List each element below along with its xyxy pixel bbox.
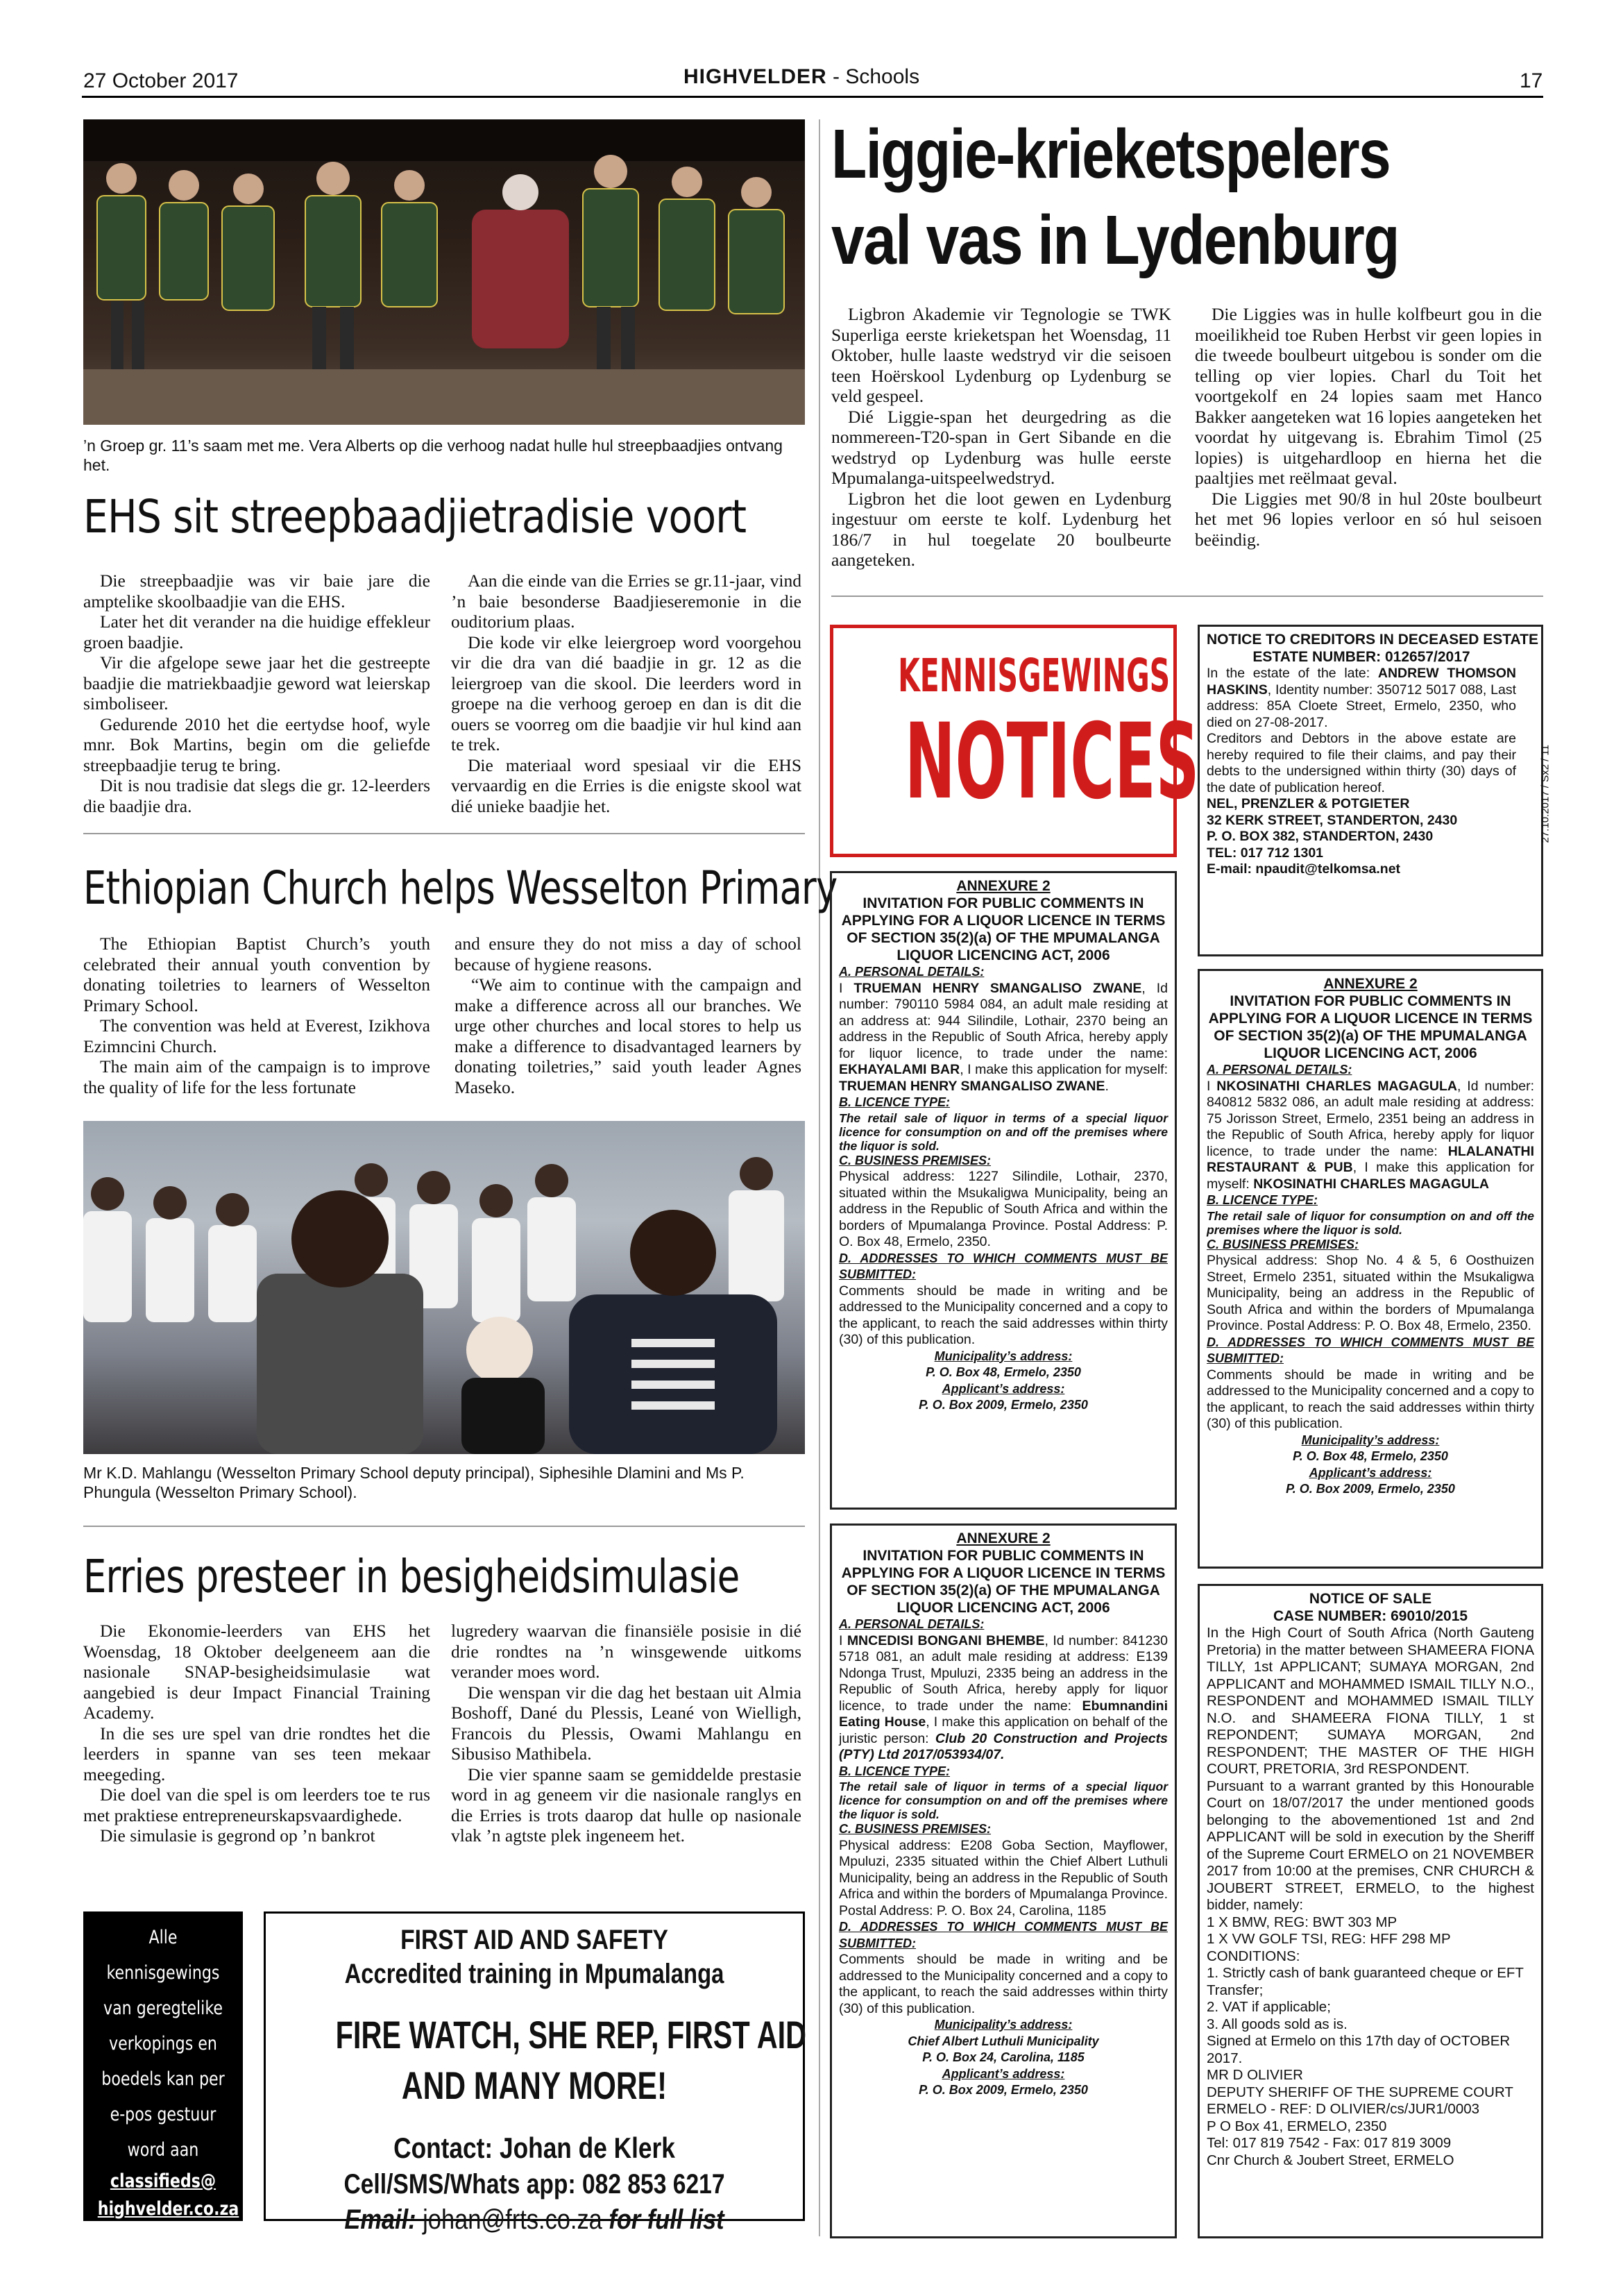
ad-line: van geregtelike [103,1998,223,2019]
page-number: 17 [1520,69,1543,92]
liggie-headline-1: Liggie-krieketspelers [831,115,1391,193]
ehs-para: Vir die afgelope sewe jaar het die gestreepte baadjie die matriekbaadjie geword wat leierskap simboliseer. [83,652,430,714]
liggie-para: Ligbron het die loot gewen en Lydenburg ingestuur om eerste te kolf. Lydenburg het 186/7 in hul toegelate 20 boulbeurte aangeteken. [831,488,1171,570]
erries-col-1 [83,1621,430,1846]
ethiopian-headline: Ethiopian Church helps Wesselton Primary [83,861,838,915]
ehs-photo [83,119,805,425]
ehs-para: Dit is nou tradisie dat slegs die gr. 12-leerders die baadjie dra. [83,775,430,816]
notices-banner-top: KENNISGEWINGS [898,649,1171,702]
ethiopian-para: The main aim of the campaign is to improve the quality of life for the less fortunate [83,1056,430,1097]
first-aid-big-2: AND MANY MORE! [401,2063,668,2107]
ethiopian-para: and ensure they do not miss a day of school because of hygiene reasons. [454,934,801,974]
classifieds-ad [83,1911,243,2221]
ehs-para: Gedurende 2010 het die eertydse hoof, wyle mnr. Bok Martins, begin om die geliefde streepbaadjie terug te bring. [83,714,430,775]
liggie-para: Die Liggies met 90/8 in hul 20ste boulbeurt het met 96 lopies verloor en só hul seisoen beëindig. [1195,488,1542,550]
ehs-para: Die kode vir elke leiergroep word voorgehou vir die dra van dié baadjie in gr. 12 as die leiergroep van die skool. Die leerders word in groepe na die verhoog geroep en dan is dit die ouers se voorreg om die baadjie vir hul kind aan te trek. [451,632,801,754]
creditors-notice: NOTICE TO CREDITORS IN DECEASED ESTATE ESTATE NUMBER: 012657/2017 In the estate of the late: ANDREW THOMSON HASKINS, Identity number: 350712 5017 088, Last address: 85A Cloete Street, Ermelo, 2350, who died on 27-08-2017. Creditors and Debtors in the above estate are hereby required to file their claims, and pay their debts to the undersigned within thirty (30) days of the date of publication hereof. NEL, PRENZLER & POTGIETER 32 KERK STREET, STANDERTON, 2430 P. O. BOX 382, STANDERTON, 2430 TEL: 017 712 1301 E-mail: npaudit@telkomsa.net 27.10.2017 / Sx2 / 11 [1198,625,1543,956]
liggie-col-1 [831,304,1171,571]
issue-date: 27 October 2017 [83,69,239,92]
liquor-notice-3: ANNEXURE 2 INVITATION FOR PUBLIC COMMENTS IN APPLYING FOR A LIQUOR LICENCE IN TERMS OF SECTION 35(2)(a) OF THE MPUMALANGA LIQUOR LICENCING ACT, 2006 A. PERSONAL DETAILS: I MNCEDISI BONGANI BHEMBE, Id number: 841230 5718 081, an adult male residing at address: E139 Ndonga Trust, Mpuluzi, 2335 being an address in the Republic of South Africa, hereby apply for liquor licence, to trade under the name: Ebumnandini Eating House, I make this application on behalf of the juristic person: Club 20 Construction and Projects (PTY) Ltd 2017/053934/07. B. LICENCE TYPE: The retail sale of liquor in terms of a special liquor licence for consumption on and off the premises where the liquor is sold. C. BUSINESS PREMISES: Physical address: E208 Goba Section, Mayflower, Mpuluzi, 2335 situated within the Chief Albert Luthuli Municipality, being an address in the Republic of South Africa and within the borders of Mpumalanga Province. Postal Address: P. O. Box 24, Carolina, 1185 D. ADDRESSES TO WHICH COMMENTS MUST BE SUBMITTED: Comments should be made in writing and be addressed to the Municipality concerned and a copy to the applicant, to reach the said addresses within thirty (30) of this publication. Municipality’s address: Chief Albert Luthuli Municipality P. O. Box 24, Carolina, 1185 Applicant’s address: P. O. Box 2009, Ermelo, 2350 [830,1523,1177,2238]
liquor-title: INVITATION FOR PUBLIC COMMENTS IN APPLYING FOR A LIQUOR LICENCE IN TERMS OF SECTION 35(2)(a) OF THE MPUMALANGA LIQUOR LICENCING ACT, 2006 [841,895,1166,963]
section-name: - Schools [826,65,920,88]
notices-banner-bottom: NOTICES [904,702,1200,822]
creditors-title-2: ESTATE NUMBER: 012657/2017 [1252,649,1470,665]
liggie-para: Ligbron Akademie vir Tegnologie se TWK Superliga eerste krieketspan het Woensdag, 11 Oktober, hulle laaste wedstryd vir die seisoen teen Hoërskool Lydenburg op Lydenburg se veld gespeel. [831,304,1171,406]
creditors-title-1: NOTICE TO CREDITORS IN DECEASED ESTATE [1207,632,1538,648]
ehs-col-1 [83,571,430,816]
liquor-notice-1: ANNEXURE 2 INVITATION FOR PUBLIC COMMENTS IN APPLYING FOR A LIQUOR LICENCE IN TERMS OF SECTION 35(2)(a) OF THE MPUMALANGA LIQUOR LICENCING ACT, 2006 A. PERSONAL DETAILS: I TRUEMAN HENRY SMANGALISO ZWANE, Id number: 790110 5984 084, an adult male residing at an address at: 944 Silindile, Lothair, 2370 being an address in the Republic of South Africa, hereby apply for liquor licence, to trade under the name: EKHAYALAMI BAR, I make this application for myself: TRUEMAN HENRY SMANGALISO ZWANE. B. LICENCE TYPE: The retail sale of liquor in terms of a special liquor licence for consumption on and off the premises where the liquor is sold. C. BUSINESS PREMISES: Physical address: 1227 Silindile, Lothair, 2370, situated within the Msukaligwa Municipality, being an address in the Republic of South Africa and within the borders of Mpumalanga Province. Postal Address: P. O. Box 48, Ermelo, 2350. D. ADDRESSES TO WHICH COMMENTS MUST BE SUBMITTED: Comments should be made in writing and be addressed to the Municipality concerned and a copy to the applicant, to reach the said addresses within thirty (30) of this publication. Municipality’s address: P. O. Box 48, Ermelo, 2350 Applicant’s address: P. O. Box 2009, Ermelo, 2350 [830,871,1177,1510]
sale-title-2: CASE NUMBER: 69010/2015 [1273,1608,1468,1624]
liggie-para: Die Liggies was in hulle kolfbeurt gou in die moeilikheid toe Ruben Herbst vir geen lopies in die tweede boulbeurt uitgebou is sonder om die telling op vier lopies. Charl du Toit het voortgekolf en 24 lopies saam met Hanco Bakker aangeteken wat 16 lopies aangeteken het voordat hy uitgevang is. Ebrahim Timol (25 lopies) is uitgehardloop en hierna het die paaltjies met reëlmaat geval. [1195,304,1542,488]
ad-line: verkopings en [109,2033,217,2054]
first-aid-email[interactable]: johan@frts.co.za [416,2204,609,2235]
ehs-para: Die streepbaadjie was vir baie jare die amptelike skoolbaadjie van die EHS. [83,571,430,611]
classifieds-email[interactable]: classifieds@ highvelder.co.za [97,2170,239,2220]
erries-para: Die Ekonomie-leerders van EHS het Woensdag, 18 Oktober deelgeneem aan die nasionale SNAP-besigheidsimulasie wat aangebied is deur Impact Financial Training Academy. [83,1621,430,1723]
ad-line: boedels kan per [101,2068,225,2090]
ethiopian-para: “We aim to continue with the campaign and make a difference across all our branches. We urge other churches and local stores to help us make a difference to disadvantaged learners by donating toiletries,” said youth leader Agnes Maseko. [454,974,801,1097]
first-aid-email-line: Email: johan@frts.co.za for full list [344,2204,724,2235]
creditors-email: E-mail: npaudit@telkomsa.net [1207,861,1401,877]
ehs-col-2 [451,571,801,816]
ehs-para: Aan die einde van die Erries se gr.11-jaar, vind ’n baie besonderse Baadjieseremonie in die ouditorium plaas. [451,571,801,632]
notices-banner [830,625,1200,857]
creditors-ref: 27.10.2017 / Sx2 / 11 [1539,745,1551,843]
liggie-col-2 [1195,304,1542,550]
liquor-title: INVITATION FOR PUBLIC COMMENTS IN APPLYING FOR A LIQUOR LICENCE IN TERMS OF SECTION 35(2)(a) OF THE MPUMALANGA LIQUOR LICENCING ACT, 2006 [1208,993,1533,1061]
liggie-headline-2: val vas in Lydenburg [831,201,1399,279]
erries-para: Die simulasie is gegrond op ’n bankrot [100,1825,375,1846]
erries-para: lugredery waarvan die finansiële posisie in dié drie rondtes na ’n winsgewende uitkoms verander moes word. [451,1621,801,1682]
ehs-headline: EHS sit streepbaadjietradisie voort [83,490,747,543]
first-aid-phone: Cell/SMS/Whats app: 082 853 6217 [343,2169,725,2200]
ethiopian-col-1 [83,934,430,1097]
ad-line: word aan [127,2139,199,2161]
liquor-title: INVITATION FOR PUBLIC COMMENTS IN APPLYING FOR A LIQUOR LICENCE IN TERMS OF SECTION 35(2)(a) OF THE MPUMALANGA LIQUOR LICENCING ACT, 2006 [841,1548,1166,1616]
wesselton-photo [83,1121,805,1454]
ad-line: kennisgewings [106,1962,220,1984]
notice-of-sale: NOTICE OF SALE CASE NUMBER: 69010/2015 In the High Court of South Africa (North Gauteng Pretoria) in the matter between SHAMEERA FIONA TILLY, 1st APPLICANT; SUMAYA MORGAN, 2nd APPLICANT and MOHAMMED ISMAIL TILLY N.O., RESPONDENT and MOHAMMED ISMAIL TILLY N.O. and SHAMEERA FIONA TILLY, 1 st REPONDENT; SUMAYA MORGAN, 2nd RESPONDENT; THE MASTER OF THE HIGH COURT, PRETORIA, 3rd RESPONDENT. Pursuant to a warrant granted by this Honourable Court on 18/07/2017 the under mentioned goods belonging to the abovementioned 1st and 2nd APPLICANT will be sold in execution by the Sheriff of the Supreme Court ERMELO on 21 NOVEMBER 2017 from 10:00 at the premises, CNR CHURCH & JOUBERT STREET, ERMELO, to the highest bidder, namely: 1 X BMW, REG: BWT 303 MP 1 X VW GOLF TSI, REG: HFF 298 MP CONDITIONS: 1. Strictly cash of bank guaranteed cheque or EFT Transfer; 2. VAT if applicable; 3. All goods sold as is. Signed at Ermelo on this 17th day of OCTOBER 2017. MR D OLIVIER DEPUTY SHERIFF OF THE SUPREME COURT ERMELO - REF: D OLIVIER/cs/JUR1/0003 P O Box 41, ERMELO, 2350 Tel: 017 819 7542 - Fax: 017 819 3009 Cnr Church & Joubert Street, ERMELO [1198,1584,1543,2238]
first-aid-title: FIRST AID AND SAFETY [400,1925,668,1955]
ethiopian-para: The Ethiopian Baptist Church’s youth celebrated their annual youth convention by donating toiletries to learners of Wesselton Primary School. [83,934,430,1015]
brand: HIGHVELDER [683,65,827,88]
sale-title-1: NOTICE OF SALE [1309,1591,1432,1607]
erries-para: Die wenspan vir die dag het bestaan uit Almia Boshoff, Dané du Plessis, Leané von Wielligh, Francois du Plessis, Owami Mahlangu en Sibusiso Mathibela. [451,1682,801,1764]
first-aid-contact: Contact: Johan de Klerk [393,2132,675,2164]
erries-col-2 [451,1621,801,1846]
ehs-para: Die materiaal word spesiaal vir die EHS vervaardig en die Erries is die enigste skool wat dié unieke baadjie het. [451,754,801,816]
first-aid-big-1: FIRE WATCH, SHE REP, FIRST AID [335,2013,807,2057]
ethiopian-col-2 [454,934,801,1097]
ad-line: e-pos gestuur [110,2104,216,2125]
ehs-para: Later het dit verander na die huidige effekleur groen baadjie. [83,611,430,652]
wesselton-caption: Mr K.D. Mahlangu (Wesselton Primary School deputy principal), Siphesihle Dlamini and Ms P. Phungula (Wesselton Primary School). [83,1464,745,1501]
creditors-body: Creditors and Debtors in the above estate are hereby required to file their claims, and pay their debts to the undersigned within thirty (30) days of the date of publication hereof. [1207,731,1516,795]
deceased-name: ANDREW THOMSON HASKINS [1207,666,1516,698]
masthead [683,65,919,89]
ethiopian-para: The convention was held at Everest, Izikhova Ezimncini Church. [83,1015,430,1056]
ad-line: Alle [148,1927,178,1948]
erries-para: In die ses ure spel van drie rondtes het die leerders in spanne van ses teen mekaar meegeding. [83,1723,430,1784]
liquor-notice-2: ANNEXURE 2 INVITATION FOR PUBLIC COMMENTS IN APPLYING FOR A LIQUOR LICENCE IN TERMS OF SECTION 35(2)(a) OF THE MPUMALANGA LIQUOR LICENCING ACT, 2006 A. PERSONAL DETAILS: I NKOSINATHI CHARLES MAGAGULA, Id number: 840812 5832 086, an adult male residing at address: 75 Jorisson Street, Ermelo, 2351 being an address in the Republic of South Africa, hereby apply for liquor licence, to trade under the name: HLALANATHI RESTAURANT & PUB, I make this application for myself: NKOSINATHI CHARLES MAGAGULA B. LICENCE TYPE: The retail sale of liquor for consumption on and off the premises where the liquor is sold. C. BUSINESS PREMISES: Physical address: Shop No. 4 & 5, 6 Oosthuizen Street, Ermelo 2351, situated within the Msukaligwa Municipality, being an address in the Republic of South Africa and within the borders of Mpumalanga Province. Postal Address: P. O. Box 48, Ermelo, 2350. D. ADDRESSES TO WHICH COMMENTS MUST BE SUBMITTED: Comments should be made in writing and be addressed to the Municipality concerned and a copy to the applicant, to reach the said addresses within thirty (30) of this publication. Municipality’s address: P. O. Box 48, Ermelo, 2350 Applicant’s address: P. O. Box 2009, Ermelo, 2350 [1198,969,1543,1569]
erries-para: Die vier spanne saam se gemiddelde prestasie word in ag geneem vir die nasionale ranglys en die Erries is trots daarop dat hulle op nasionale vlak ’n agtste plek ingeneem het. [451,1764,801,1846]
firm-name: NEL, PRENZLER & POTGIETER [1207,796,1410,811]
erries-para: Die doel van die spel is om leerders toe te rus met praktiese entrepreneurskapsvaardighede. [83,1784,430,1825]
liggie-para: Dié Liggie-span het deurgedring as die nommereen-T20-span in Gert Sibande en die wedstryd op Lydenburg was hulle eerste Mpumalanga-uitspeelwedstryd. [831,406,1171,488]
first-aid-subtitle: Accredited training in Mpumalanga [344,1959,724,1989]
first-aid-ad [264,1911,807,2235]
ehs-caption: ’n Groep gr. 11’s saam met me. Vera Alberts op die verhoog nadat hulle hul streepbaadjies ontvang het. [83,437,783,474]
erries-headline: Erries presteer in besigheidsimulasie [83,1550,740,1603]
